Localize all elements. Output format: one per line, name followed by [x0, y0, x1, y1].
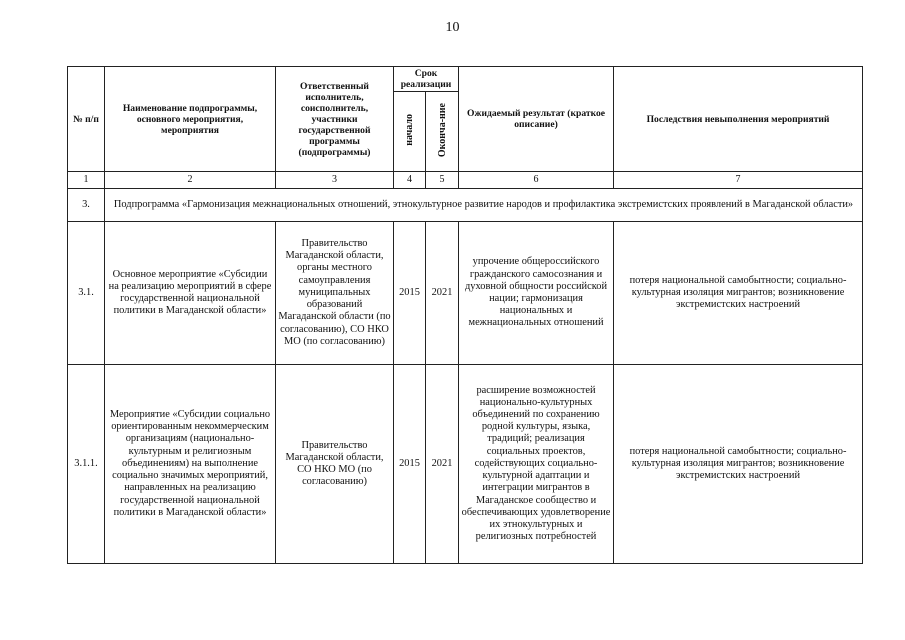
row-consequences: потеря национальной самобытности; социально-культурная изоляция мигрантов; возникновение экстремистских настроений [614, 222, 863, 365]
table-row [68, 365, 863, 564]
row-name: Мероприятие «Субсидии социально ориентированным некоммерческим организациям (национально-культурным и религиозным объединениям) на выполнение социально значимых мероприятий, направленных на реализацию государственной национальной политики в Магаданской области» [105, 365, 276, 564]
header-result: Ожидаемый результат (краткое описание) [459, 67, 614, 172]
row-end: 2021 [426, 365, 459, 564]
header-start-cell [394, 92, 426, 172]
header-responsible: Ответственный исполнитель, соисполнитель, участники государственной программы (подпрограммы) [276, 67, 394, 172]
section-row [68, 189, 863, 222]
program-table [67, 66, 863, 564]
table-row [68, 222, 863, 365]
column-number: 7 [614, 172, 863, 189]
column-number: 5 [426, 172, 459, 189]
page-number: 10 [445, 20, 460, 35]
column-number: 1 [68, 172, 105, 189]
column-number: 2 [105, 172, 276, 189]
row-result: упрочение общероссийского гражданского самосознания и духовной общности российской нации; гармонизация национальных и межнациональных отношений [459, 222, 614, 365]
header-start: начало [404, 114, 415, 146]
row-responsible: Правительство Магаданской области, органы местного самоуправления муниципальных образований Магаданской области (по согласованию), СО НКО МО (по согласованию) [276, 222, 394, 365]
column-number: 6 [459, 172, 614, 189]
header-name: Наименование подпрограммы, основного мероприятия, мероприятия [105, 67, 276, 172]
row-start: 2015 [394, 365, 426, 564]
column-number: 3 [276, 172, 394, 189]
header-consequences: Последствия невыполнения мероприятий [614, 67, 863, 172]
row-number: 3.1. [68, 222, 105, 365]
section-number: 3. [68, 189, 105, 222]
column-number: 4 [394, 172, 426, 189]
row-responsible: Правительство Магаданской области, СО НКО МО (по согласованию) [276, 365, 394, 564]
row-result: расширение возможностей национально-культурных объединений по сохранению родной культуры, языка, традиций; реализация социальных проектов, содействующих социально-культурной адаптации и интеграции мигрантов в Магаданское сообщество и обеспечивающих удовлетворение их этнокультурных и религиозных потребностей [459, 365, 614, 564]
row-start: 2015 [394, 222, 426, 365]
row-number: 3.1.1. [68, 365, 105, 564]
header-num: № п/п [68, 67, 105, 172]
column-numbers-row [68, 172, 863, 189]
section-title: Подпрограмма «Гармонизация межнациональных отношений, этнокультурное развитие народов и профилактика экстремистских проявлений в Магаданской области» [105, 189, 863, 222]
row-consequences: потеря национальной самобытности; социально-культурная изоляция мигрантов; возникновение экстремистских настроений [614, 365, 863, 564]
row-end: 2021 [426, 222, 459, 365]
header-end-cell [426, 92, 459, 172]
row-name: Основное мероприятие «Субсидии на реализацию мероприятий в сфере государственной национальной политики в Магаданской области» [105, 222, 276, 365]
header-end: Оконча-ние [436, 102, 448, 158]
header-term: Срок реализации [394, 67, 459, 92]
